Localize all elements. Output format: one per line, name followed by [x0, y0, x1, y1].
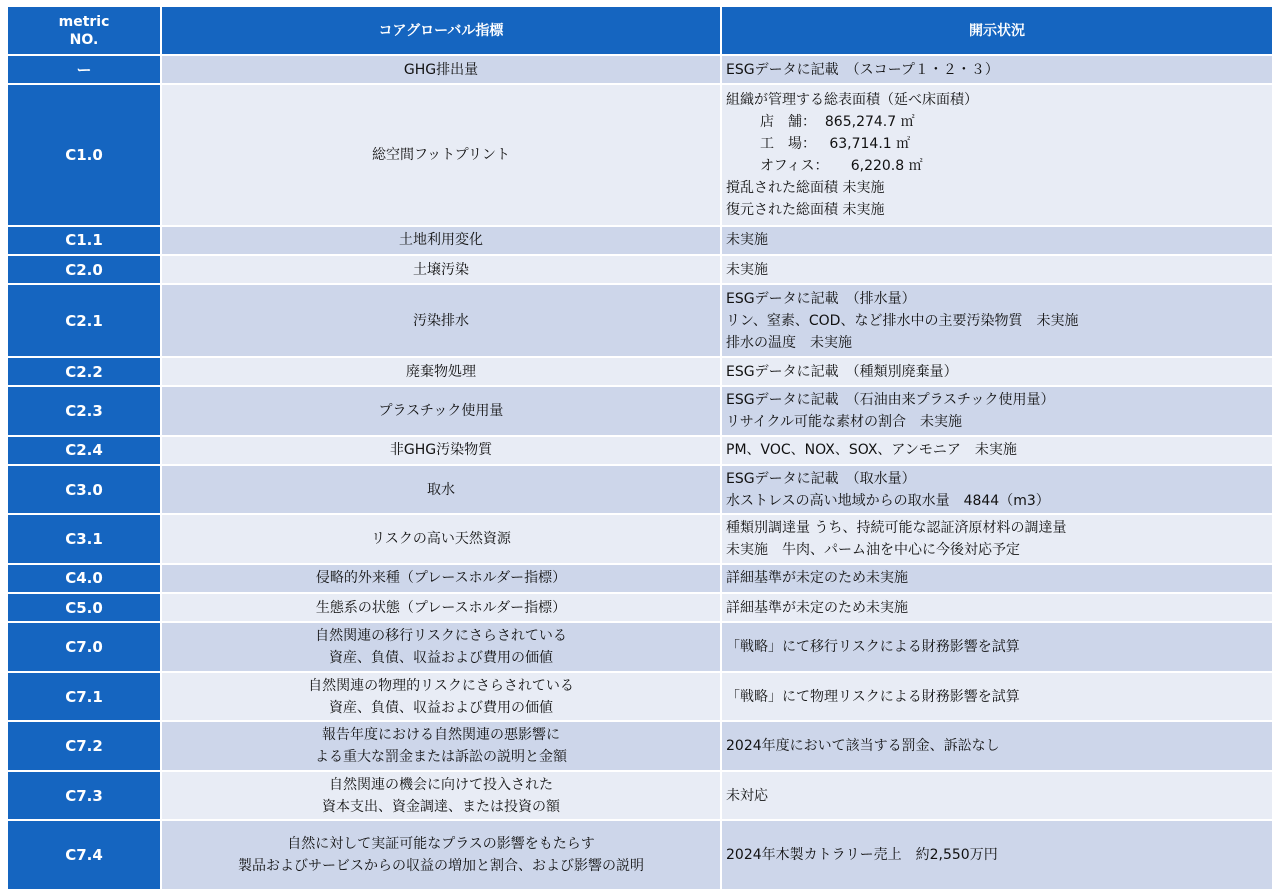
metric-no-cell: C3.0 — [8, 466, 160, 513]
header-indicator: コアグローバル指標 — [162, 7, 720, 54]
indicator-cell — [162, 515, 720, 562]
metric-no-cell: C3.1 — [8, 515, 160, 562]
disclosure-cell — [722, 437, 1272, 464]
metric-no-cell: C2.2 — [8, 358, 160, 385]
indicator-cell — [162, 227, 720, 254]
metric-no-cell: C4.0 — [8, 565, 160, 592]
table-row — [8, 515, 1272, 562]
disclosure-cell — [722, 623, 1272, 670]
indicator-cell — [162, 285, 720, 356]
disclosure-cell — [722, 722, 1272, 769]
disclosure-cell — [722, 821, 1272, 889]
indicator-line: プラスチック使用量 — [378, 402, 504, 419]
header-disclosure: 開示状況 — [722, 7, 1272, 54]
metric-no-cell: C7.3 — [8, 772, 160, 819]
indicator-cell — [162, 85, 720, 224]
disclosure-line: リン、窒素、COD、など排水中の主要汚染物質 未実施 — [726, 312, 1079, 329]
disclosure-cell — [722, 227, 1272, 254]
indicator-line: 廃棄物処理 — [406, 363, 476, 380]
disclosure-line: 工 場： 63,714.1 ㎡ — [760, 135, 911, 152]
metric-no-cell: C2.4 — [8, 437, 160, 464]
indicator-line: 製品およびサービスからの収益の増加と割合、および影響の説明 — [238, 858, 644, 875]
indicator-line: 資産、負債、収益および費用の価値 — [329, 650, 553, 667]
table-row — [8, 56, 1272, 83]
metric-no-cell: C7.4 — [8, 821, 160, 889]
indicator-line: 自然関連の機会に向けて投入された — [329, 776, 553, 793]
metric-no-cell: C1.0 — [8, 85, 160, 224]
table-row — [8, 466, 1272, 513]
metric-no-cell: C7.0 — [8, 623, 160, 670]
indicator-line: よる重大な罰金または訴訟の説明と金額 — [315, 749, 567, 766]
header-metric-no — [8, 7, 160, 54]
disclosure-cell — [722, 594, 1272, 621]
disclosure-line: ESGデータに記載 （排水量） — [726, 290, 916, 307]
metric-no-cell: C1.1 — [8, 227, 160, 254]
table-row — [8, 821, 1272, 889]
disclosure-line: ESGデータに記載 （取水量） — [726, 470, 916, 487]
indicator-cell — [162, 594, 720, 621]
disclosure-cell — [722, 515, 1272, 562]
indicator-cell — [162, 56, 720, 83]
disclosure-line: PM、VOC、NOX、SOX、アンモニア 未実施 — [726, 442, 1017, 459]
disclosure-line: 2024年度において該当する罰金、訴訟なし — [726, 738, 1000, 755]
indicator-cell — [162, 623, 720, 670]
disclosure-line: 「戦略」にて移行リスクによる財務影響を試算 — [726, 639, 1020, 656]
disclosure-line: オフィス： 6,220.8 ㎡ — [760, 157, 923, 174]
disclosure-cell — [722, 466, 1272, 513]
indicator-line: 汚染排水 — [413, 312, 469, 329]
table-row — [8, 437, 1272, 464]
disclosure-line: リサイクル可能な素材の割合 未実施 — [726, 413, 963, 430]
metric-no-cell: C2.3 — [8, 387, 160, 434]
indicator-line: GHG排出量 — [403, 61, 479, 78]
table-row — [8, 673, 1272, 720]
disclosure-cell — [722, 285, 1272, 356]
disclosure-line: 詳細基準が未定のため未実施 — [726, 570, 908, 587]
indicator-cell — [162, 466, 720, 513]
disclosure-line: ESGデータに記載 （種類別廃棄量） — [726, 363, 958, 380]
disclosure-cell — [722, 256, 1272, 283]
disclosure-cell — [722, 772, 1272, 819]
table-row — [8, 358, 1272, 385]
disclosure-cell — [722, 387, 1272, 434]
indicator-cell — [162, 565, 720, 592]
table-row — [8, 594, 1272, 621]
indicator-line: 報告年度における自然関連の悪影響に — [322, 727, 560, 744]
disclosure-line: 撹乱された総面積 未実施 — [726, 179, 885, 196]
disclosure-line: 未実施 — [726, 261, 768, 278]
indicator-line: 土地利用変化 — [399, 232, 483, 249]
indicator-line: 自然関連の物理的リスクにさらされている — [308, 677, 574, 694]
table-row — [8, 387, 1272, 434]
header-row — [8, 7, 1272, 54]
metric-no-cell: C7.2 — [8, 722, 160, 769]
disclosure-line: 「戦略」にて物理リスクによる財務影響を試算 — [726, 688, 1020, 705]
disclosure-line: 詳細基準が未定のため未実施 — [726, 599, 908, 616]
indicator-cell — [162, 437, 720, 464]
indicator-line: 生態系の状態（プレースホルダー指標） — [315, 599, 567, 616]
indicator-line: リスクの高い天然資源 — [371, 531, 511, 548]
disclosure-cell — [722, 85, 1272, 224]
disclosure-line: 店 舗： 865,274.7 ㎡ — [760, 113, 915, 130]
table-row — [8, 256, 1272, 283]
disclosure-cell — [722, 673, 1272, 720]
disclosure-line: 未対応 — [726, 787, 768, 804]
indicator-line: 自然に対して実証可能なプラスの影響をもたらす — [287, 836, 595, 853]
metric-no-cell: C2.0 — [8, 256, 160, 283]
indicator-line: 取水 — [427, 481, 455, 498]
indicator-cell — [162, 772, 720, 819]
indicator-line: 資本支出、資金調達、または投資の額 — [322, 798, 560, 815]
indicator-cell — [162, 722, 720, 769]
disclosure-cell — [722, 358, 1272, 385]
disclosure-line: 未実施 — [726, 232, 768, 249]
disclosure-line: 組織が管理する総表面積（延べ床面積） — [726, 91, 978, 108]
indicator-cell — [162, 256, 720, 283]
disclosure-line: 排水の温度 未実施 — [726, 334, 852, 351]
disclosure-cell — [722, 56, 1272, 83]
indicator-line: 総空間フットプリント — [371, 146, 511, 163]
disclosure-line: 2024年木製カトラリー売上 約2,550万円 — [726, 847, 998, 864]
header-metric-no-line: metric — [58, 13, 110, 30]
disclosure-line: ESGデータに記載 （スコープ１・２・３） — [726, 61, 999, 78]
table-row — [8, 772, 1272, 819]
indicator-line: 自然関連の移行リスクにさらされている — [315, 628, 567, 645]
indicator-line: 非GHG汚染物質 — [389, 442, 493, 459]
disclosure-line: 種類別調達量 うち、持続可能な認証済原材料の調達量 — [726, 520, 1067, 537]
indicator-cell — [162, 673, 720, 720]
disclosure-cell — [722, 565, 1272, 592]
disclosure-line: ESGデータに記載 （石油由来プラスチック使用量） — [726, 391, 1055, 408]
table-row — [8, 623, 1272, 670]
indicator-cell — [162, 821, 720, 889]
table-row — [8, 722, 1272, 769]
header-metric-no-line: NO. — [69, 31, 99, 48]
table-row — [8, 227, 1272, 254]
disclosure-line: 復元された総面積 未実施 — [726, 201, 885, 218]
table-row — [8, 285, 1272, 356]
metric-no-cell: C2.1 — [8, 285, 160, 356]
metric-no-cell: ー — [8, 56, 160, 83]
indicator-line: 資産、負債、収益および費用の価値 — [329, 699, 553, 716]
disclosure-line: 未実施 牛肉、パーム油を中心に今後対応予定 — [726, 542, 1020, 559]
metric-no-cell: C5.0 — [8, 594, 160, 621]
indicator-cell — [162, 358, 720, 385]
indicator-line: 土壌汚染 — [413, 261, 469, 278]
metric-no-cell: C7.1 — [8, 673, 160, 720]
indicator-line: 侵略的外来種（プレースホルダー指標） — [315, 570, 567, 587]
indicator-cell — [162, 387, 720, 434]
disclosure-line: 水ストレスの高い地域からの取水量 4844（m3） — [726, 492, 1050, 509]
metrics-table — [6, 5, 1274, 891]
table-row — [8, 565, 1272, 592]
table-row — [8, 85, 1272, 224]
